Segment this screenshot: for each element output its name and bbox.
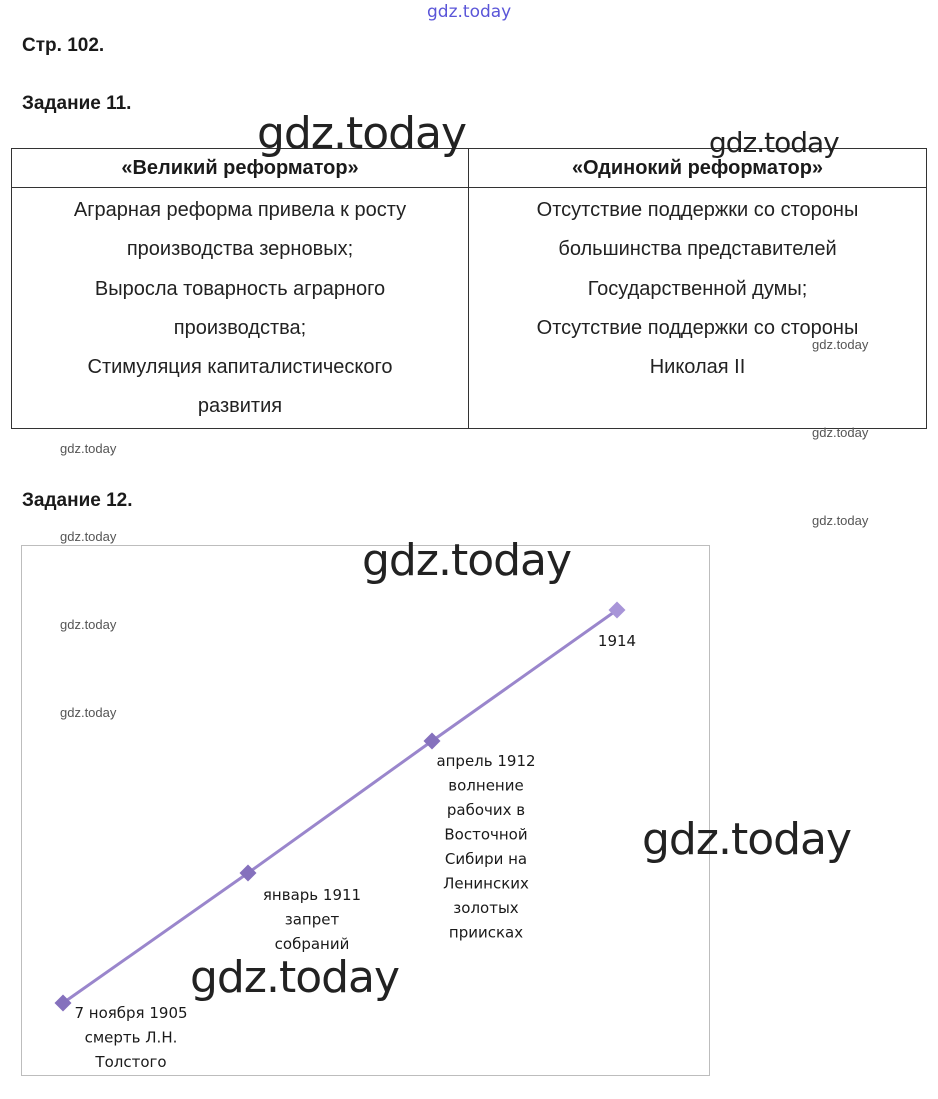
cell-line: Николая II	[649, 356, 746, 379]
timeline-point-label	[598, 632, 636, 650]
timeline-label-line: золотых	[453, 899, 519, 917]
timeline-label-line: Восточной	[444, 825, 528, 844]
timeline-label-line: Ленинских	[443, 874, 529, 893]
watermark-large: gdz.today	[642, 814, 852, 865]
timeline-label-line: Сибири на	[444, 850, 528, 868]
cell-line: Отсутствие поддержки со стороны	[536, 199, 859, 221]
watermark-large: gdz.today	[190, 952, 400, 1003]
timeline-point-label	[436, 752, 535, 942]
cell-line: производства;	[173, 316, 307, 339]
watermark-small: gdz.today	[60, 617, 117, 632]
cell-line: производства зерновых;	[126, 238, 354, 261]
cell-line: Стимуляция капиталистического	[87, 356, 393, 379]
cell-line: Аграрная реформа привела к росту	[73, 199, 407, 221]
watermark-small: gdz.today	[812, 425, 869, 440]
timeline-label-line: 7 ноября 1905	[74, 1004, 188, 1022]
timeline-label-line: волнение	[448, 776, 524, 795]
watermark-large: gdz.today	[257, 108, 467, 159]
header-lonely-reformer: «Одинокий реформатор»	[469, 149, 927, 188]
watermark-small: gdz.today	[812, 337, 869, 352]
task-11-title: Задание 11.	[22, 93, 132, 114]
watermark-large: gdz.today	[362, 535, 572, 586]
watermark-small: gdz.today	[60, 705, 117, 720]
watermark-small: gdz.today	[812, 513, 869, 528]
cell-line: Отсутствие поддержки со стороны	[536, 316, 859, 339]
timeline-label-line: запрет	[284, 910, 340, 929]
timeline-label-line: собраний	[274, 935, 350, 953]
cell-line: развития	[197, 395, 283, 418]
cell-line: большинства представителей	[558, 238, 837, 261]
watermark-large: gdz.today	[709, 126, 839, 159]
timeline-label-line: 1914	[597, 632, 637, 650]
task-12-title: Задание 12.	[22, 490, 133, 511]
header-great-reformer: «Великий реформатор»	[12, 149, 469, 188]
timeline-point-label	[263, 886, 361, 953]
page-label: Стр. 102.	[22, 35, 105, 56]
watermark-small: gdz.today	[60, 441, 117, 456]
cell-line: Выросла товарность аграрного	[94, 277, 386, 300]
timeline-label-line: апрель 1912	[436, 752, 536, 770]
timeline-label-line: приисках	[448, 923, 524, 942]
watermark-small: gdz.today	[60, 529, 117, 544]
timeline-label-line: январь 1911	[262, 886, 362, 904]
timeline-label-line: Толстого	[95, 1053, 167, 1071]
timeline-label-line: смерть Л.Н.	[84, 1028, 178, 1047]
timeline-label-line: рабочих в	[446, 801, 526, 819]
timeline-point-label	[74, 1004, 187, 1071]
watermark-top: gdz.today	[427, 2, 512, 22]
cell-line: Государственной думы;	[587, 277, 808, 300]
